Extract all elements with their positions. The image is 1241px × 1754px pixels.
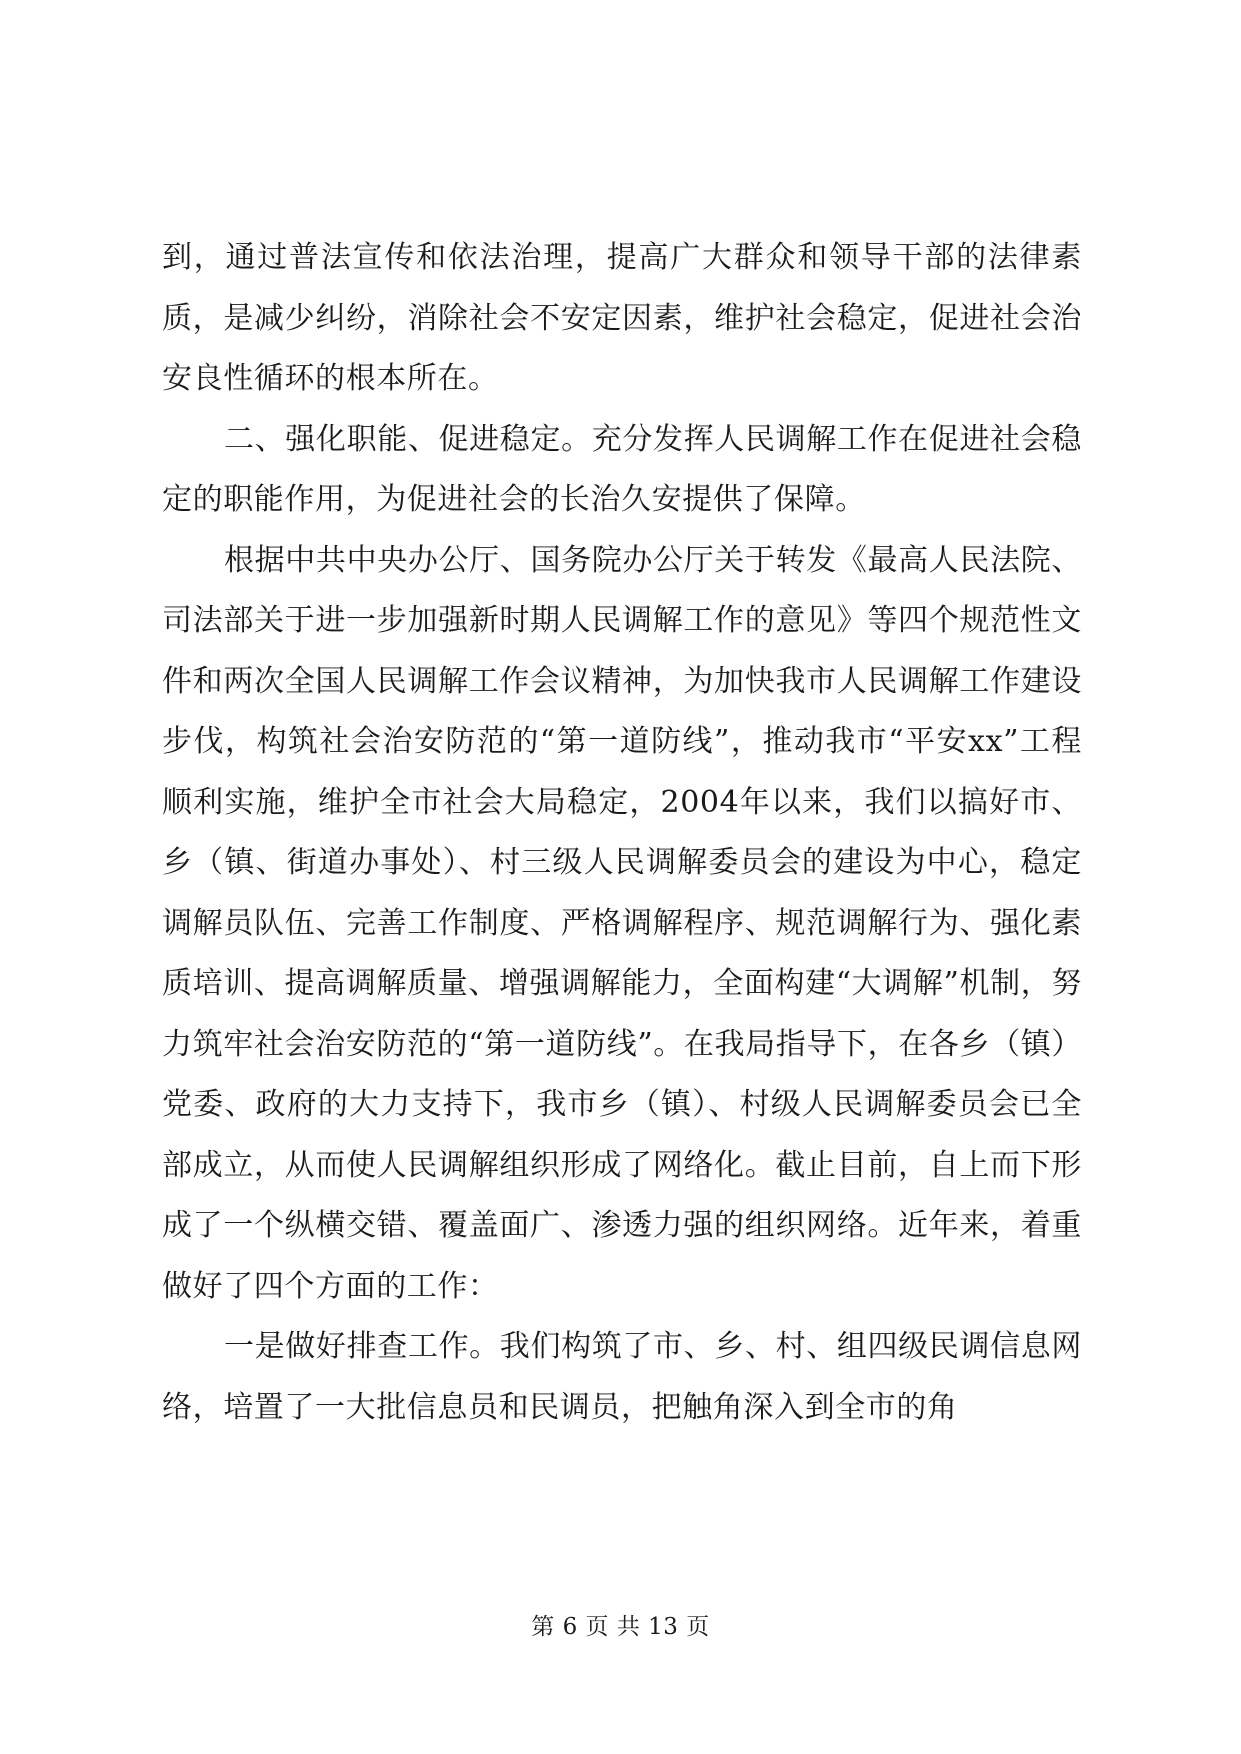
paragraph-section-two-heading: 二、强化职能、促进稳定。充分发挥人民调解工作在促进社会稳定的职能作用，为促进社会的长治久安提供了保障。 (162, 421, 1082, 517)
paragraph-continuation: 到，通过普法宣传和依法治理，提高广大群众和领导干部的法律素质，是减少纠纷，消除社会不安定因素，维护社会稳定，促进社会治安良性循环的根本所在。 (162, 240, 1082, 396)
paragraph-mediation-background: 根据中共中央办公厅、国务院办公厅关于转发《最高人民法院、司法部关于进一步加强新时期人民调解工作的意见》等四个规范性文件和两次全国人民调解工作会议精神，为加快我市人民调解工作建设步伐，构筑社会治安防范的“第一道防线”，推动我市“平安xx”工程顺利实施，维护全市社会大局稳定，2004年以来，我们以搞好市、乡（镇、街道办事处）、村三级人民调解委员会的建设为中心，稳定调解员队伍、完善工作制度、严格调解程序、规范调解行为、强化素质培训、提高调解质量、增强调解能力，全面构建“大调解”机制，努力筑牢社会治安防范的“第一道防线”。在我局指导下，在各乡（镇）党委、政府的大力支持下，我市乡（镇）、村级人民调解委员会已全部成立，从而使人民调解组织形成了网络化。截止目前，自上而下形成了一个纵横交错、覆盖面广、渗透力强的组织网络。近年来，着重做好了四个方面的工作： (162, 542, 1082, 1304)
document-body (162, 228, 1082, 1438)
paragraph-investigation-work: 一是做好排查工作。我们构筑了市、乡、村、组四级民调信息网络，培置了一大批信息员和民调员，把触角深入到全市的角 (162, 1329, 1082, 1425)
page-number-footer: 第 6 页 共 13 页 (531, 1614, 710, 1640)
